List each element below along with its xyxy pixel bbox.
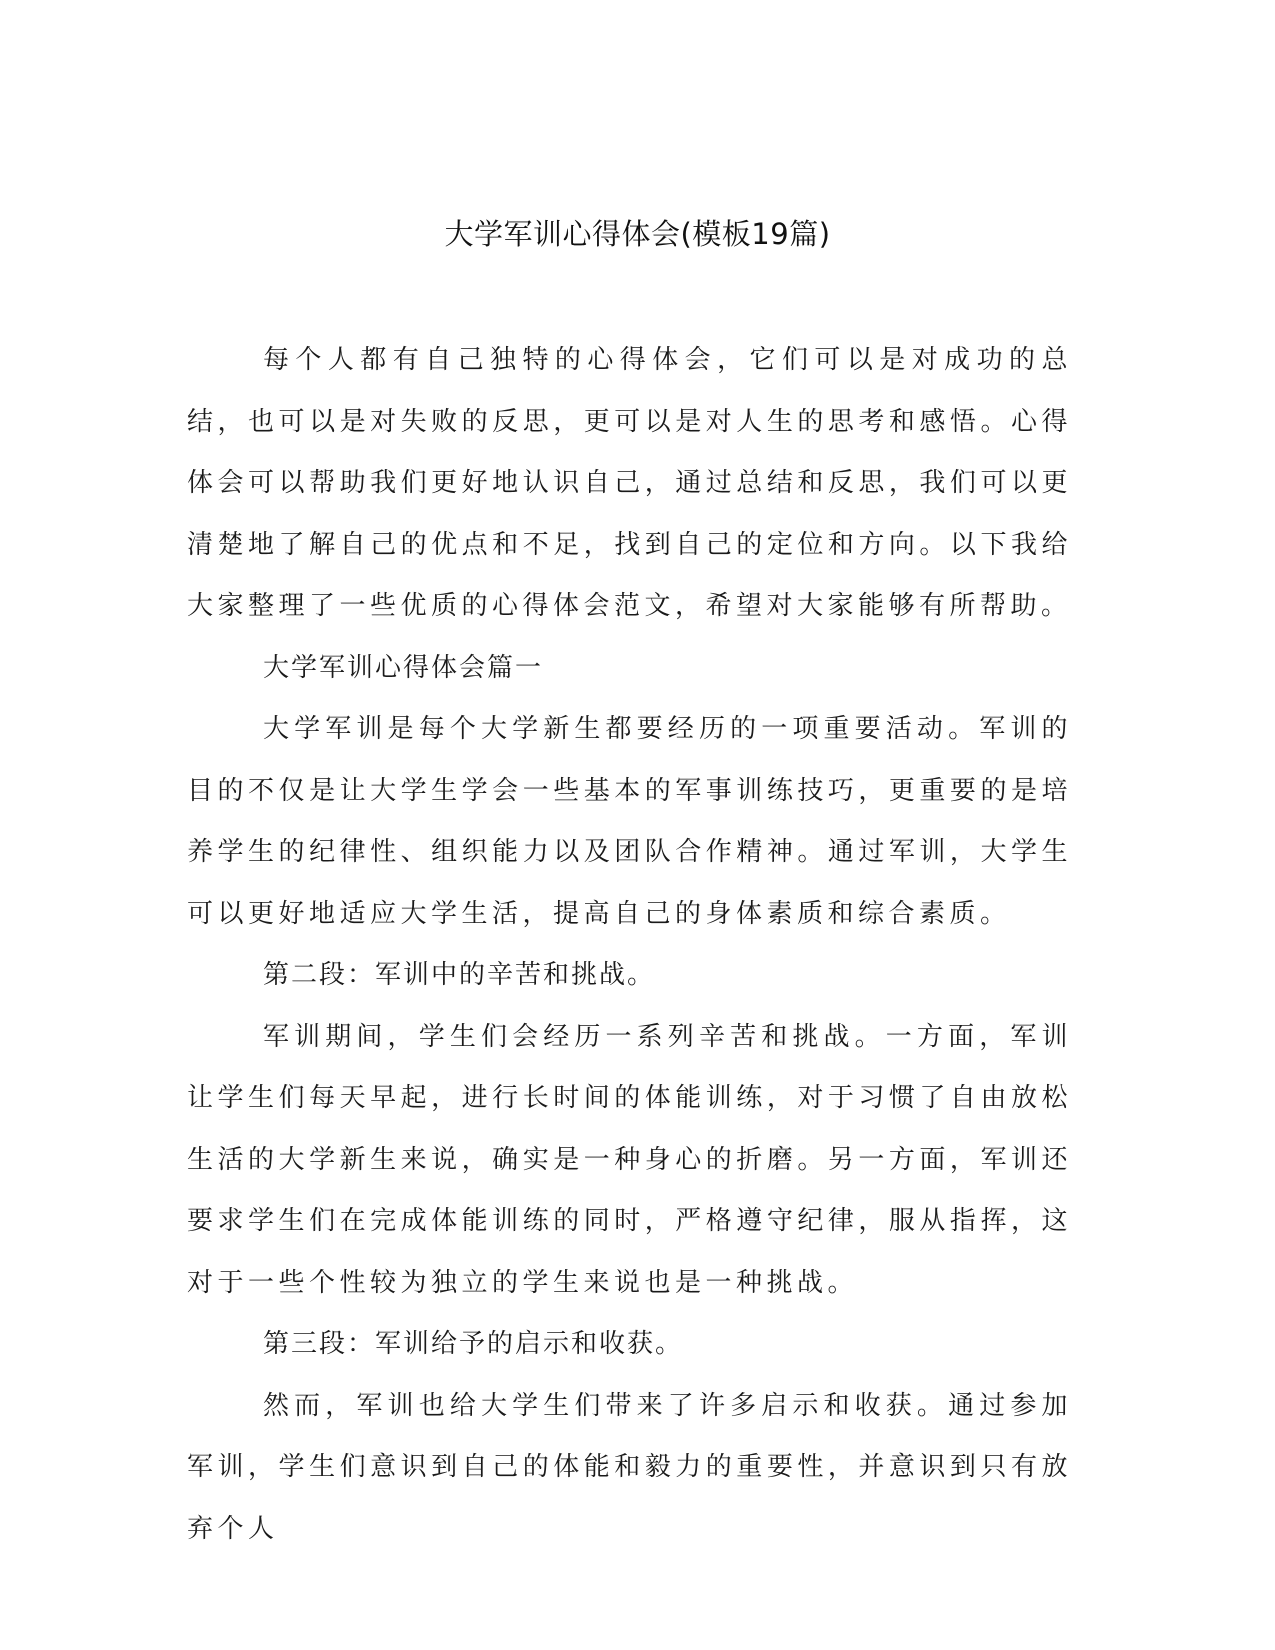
document-title: 大学军训心得体会(模板19篇) <box>444 217 831 251</box>
body-paragraph: 大学军训是每个大学新生都要经历的一项重要活动。军训的目的不仅是让大学生学会一些基本的军事训练技巧，更重要的是培养学生的纪律性、组织能力以及团队合作精神。通过军训，大学生可以更好地适应大学生活，提高自己的身体素质和综合素质。 <box>187 714 1072 929</box>
intro-paragraph: 每个人都有自己独特的心得体会，它们可以是对成功的总结，也可以是对失败的反思，更可以是对人生的思考和感悟。心得体会可以帮助我们更好地认识自己，通过总结和反思，我们可以更清楚地了解自己的优点和不足，找到自己的定位和方向。以下我给大家整理了一些优质的心得体会范文，希望对大家能够有所帮助。 <box>187 345 1072 621</box>
section-heading-1: 大学军训心得体会篇一 <box>263 652 544 683</box>
section-heading-2: 第二段：军训中的辛苦和挑战。 <box>263 960 656 990</box>
body-paragraph: 然而，军训也给大学生们带来了许多启示和收获。通过参加军训，学生们意识到自己的体能和毅力的重要性，并意识到只有放弃个人 <box>187 1390 1072 1544</box>
section-heading-3: 第三段：军训给予的启示和收获。 <box>263 1329 684 1359</box>
document-body <box>187 330 1072 1560</box>
body-paragraph: 军训期间，学生们会经历一系列辛苦和挑战。一方面，军训让学生们每天早起，进行长时间的体能训练，对于习惯了自由放松生活的大学新生来说，确实是一种身心的折磨。另一方面，军训还要求学生们在完成体能训练的同时，严格遵守纪律，服从指挥，这对于一些个性较为独立的学生来说也是一种挑战。 <box>187 1021 1072 1298</box>
